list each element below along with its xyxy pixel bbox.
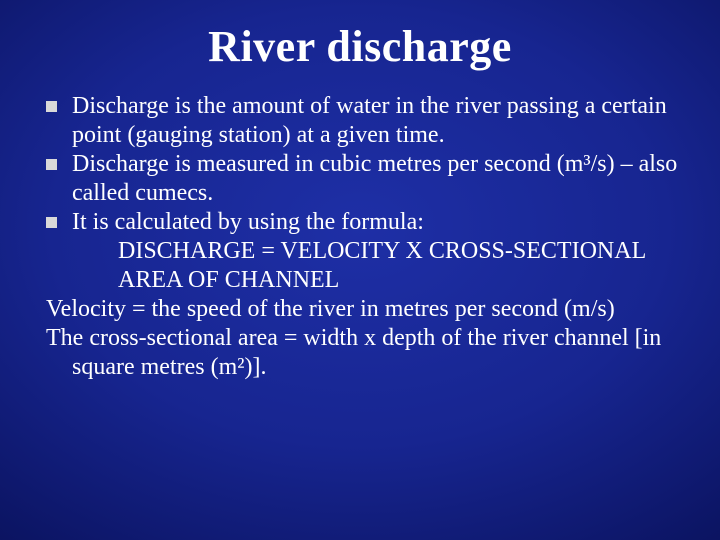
formula-text: DISCHARGE = VELOCITY X CROSS-SECTIONAL AREA OF CHANNEL — [118, 238, 646, 293]
bullet-text: Discharge is measured in cubic metres per second (m³/s) – also called cumecs. — [72, 151, 678, 206]
slide-body — [46, 92, 686, 382]
bullet-item — [46, 208, 686, 237]
bullet-text: It is calculated by using the formula: — [72, 209, 424, 235]
velocity-note: Velocity = the speed of the river in metres per second (m/s) — [46, 296, 615, 322]
bullet-text: Discharge is the amount of water in the river passing a certain point (gauging station) at a given time. — [72, 93, 667, 148]
square-bullet-icon — [46, 217, 57, 228]
area-note: The cross-sectional area = width x depth of the river channel [in square metres (m²)]. — [46, 325, 662, 380]
square-bullet-icon — [46, 159, 57, 170]
square-bullet-icon — [46, 101, 57, 112]
bullet-item — [46, 92, 686, 150]
slide-title: River discharge — [208, 22, 512, 71]
bullet-item — [46, 150, 686, 208]
